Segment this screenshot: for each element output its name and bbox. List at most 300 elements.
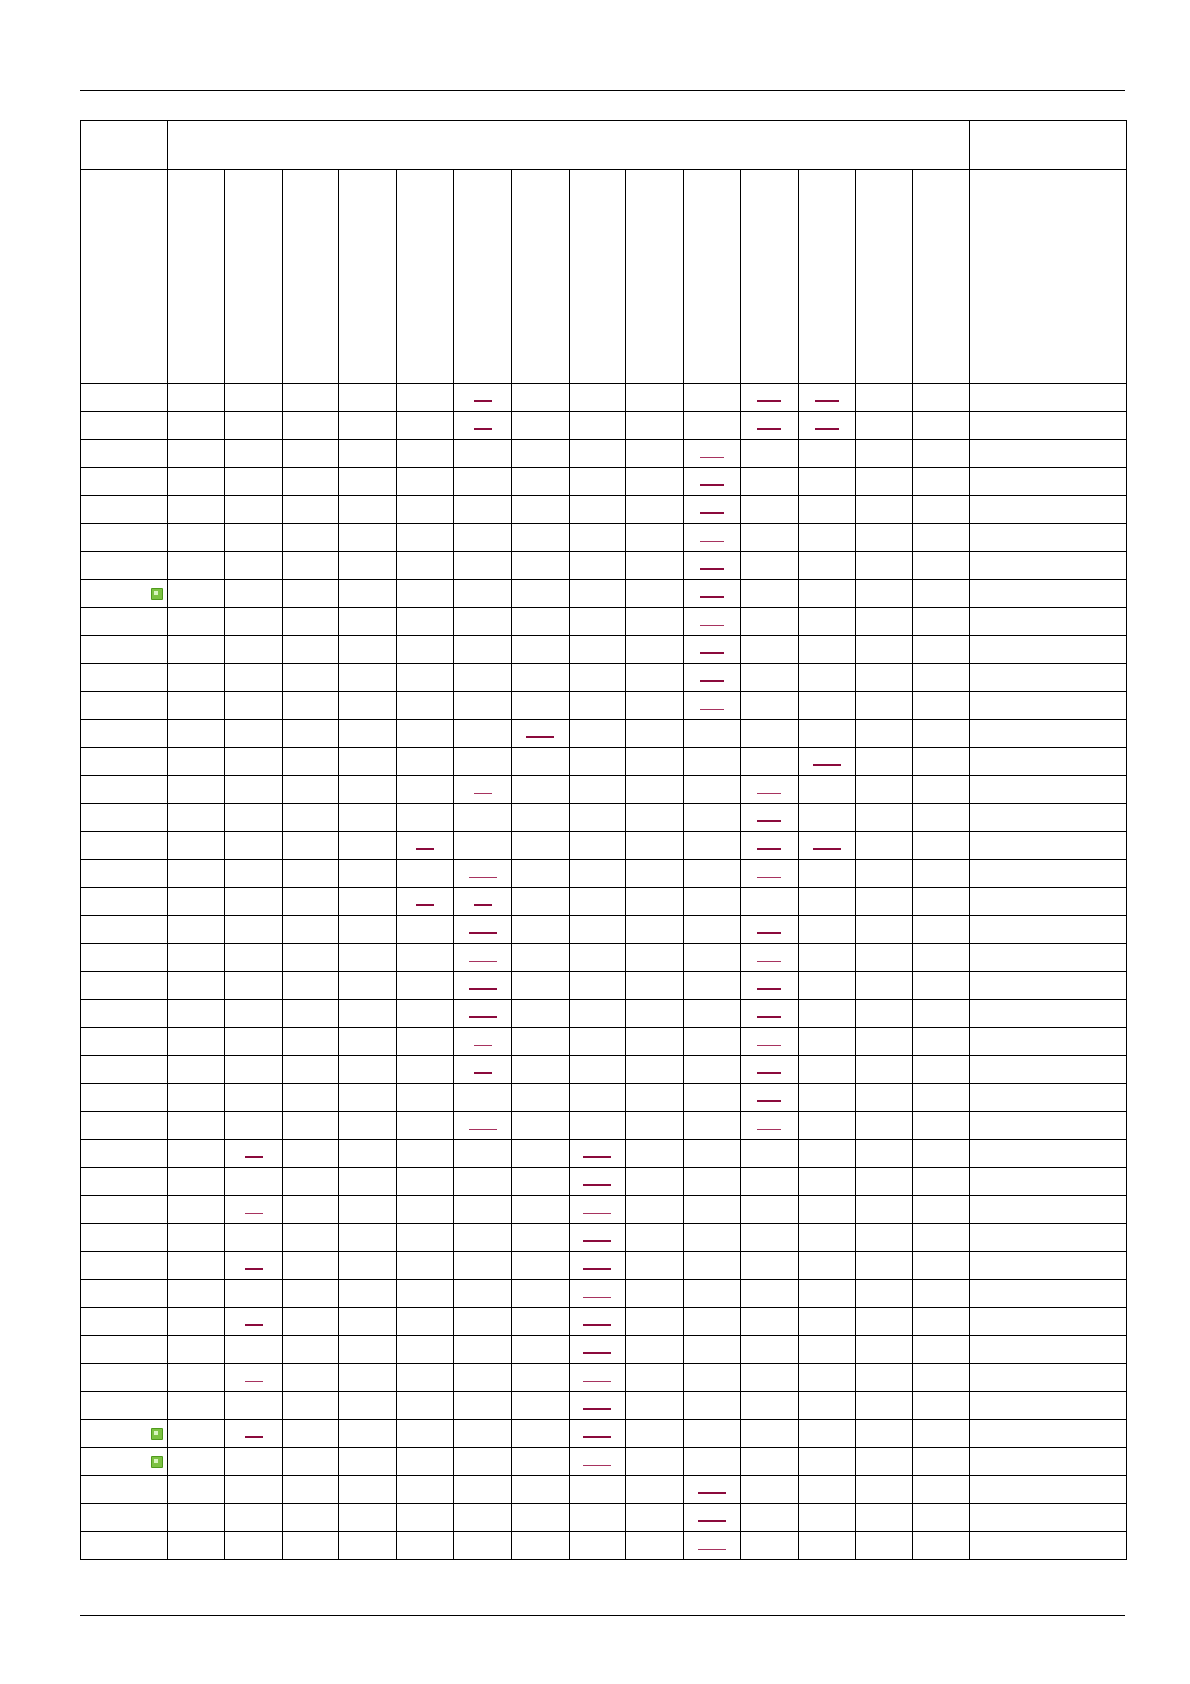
column-header [339,170,397,384]
table-cell [512,860,570,888]
table-row [81,524,1127,552]
notes-cell [970,1140,1127,1168]
table-cell [167,1000,225,1028]
row-label-cell [81,1420,168,1448]
table-cell [798,580,856,608]
table-cell [167,440,225,468]
notes-cell [970,1000,1127,1028]
table-cell [569,664,626,692]
table-cell [798,832,856,860]
table-cell [626,1280,684,1308]
table-cell [741,1336,799,1364]
row-label-cell [81,860,168,888]
row-label-cell [81,1196,168,1224]
link-mark[interactable] [700,484,724,486]
table-cell [225,1224,283,1252]
link-mark[interactable] [757,877,781,878]
table-cell [683,1196,741,1224]
table-cell [856,1504,913,1532]
table-cell [569,916,626,944]
table-cell [798,804,856,832]
notes-cell [970,664,1127,692]
table-cell [626,720,684,748]
table-cell [741,1448,799,1476]
table-cell [626,804,684,832]
table-cell [569,1112,626,1140]
table-cell [683,748,741,776]
link-mark[interactable] [583,1184,611,1186]
table-cell [282,748,339,776]
link-mark[interactable] [700,568,724,570]
table-cell [167,636,225,664]
table-cell [282,384,339,412]
table-cell [339,1252,397,1280]
table-cell [167,1056,225,1084]
table-cell [225,1028,283,1056]
table-cell [912,552,970,580]
table-cell [339,1224,397,1252]
table-cell [339,1308,397,1336]
table-cell [741,580,799,608]
link-mark[interactable] [416,848,434,850]
table-cell [339,524,397,552]
table-cell [339,440,397,468]
table-cell [856,636,913,664]
table-cell [512,804,570,832]
table-cell [282,1140,339,1168]
table-cell [626,1504,684,1532]
table-cell [683,664,741,692]
link-mark[interactable] [757,961,781,962]
link-mark[interactable] [583,1465,611,1466]
notes-cell [970,1364,1127,1392]
table-cell [569,1224,626,1252]
link-mark[interactable] [815,428,839,430]
link-mark[interactable] [245,1268,263,1270]
link-mark[interactable] [757,820,781,822]
link-mark[interactable] [757,1016,781,1018]
table-cell [512,580,570,608]
table-cell [683,692,741,720]
link-mark[interactable] [469,961,497,962]
table-cell [626,1196,684,1224]
table-row [81,972,1127,1000]
table-cell [798,440,856,468]
table-cell [225,944,283,972]
table-cell [512,664,570,692]
table-cell [167,888,225,916]
table-cell [741,1280,799,1308]
column-header [798,170,856,384]
table-cell [396,692,454,720]
table-cell [396,832,454,860]
link-mark[interactable] [757,1045,781,1046]
column-header-label [81,170,168,384]
table-cell [454,888,512,916]
table-cell [339,1140,397,1168]
link-mark[interactable] [416,904,434,906]
table-cell [512,1532,570,1560]
table-cell [912,608,970,636]
link-mark[interactable] [700,652,724,654]
table-cell [396,1224,454,1252]
table-cell [626,944,684,972]
table-cell [798,496,856,524]
notes-cell [970,1056,1127,1084]
table-cell [798,1252,856,1280]
table-cell [282,1056,339,1084]
table-row [81,1196,1127,1224]
table-cell [741,1504,799,1532]
table-cell [856,412,913,440]
link-mark[interactable] [757,1100,781,1102]
table-cell [856,692,913,720]
table-cell [339,636,397,664]
link-mark[interactable] [700,709,724,710]
table-cell [683,524,741,552]
link-mark[interactable] [700,596,724,598]
table-row [81,944,1127,972]
table-cell [167,1392,225,1420]
link-mark[interactable] [813,764,841,766]
table-cell [339,1084,397,1112]
table-row [81,1000,1127,1028]
column-header-notes [970,170,1127,384]
table-cell [912,748,970,776]
link-mark[interactable] [700,625,724,626]
table-cell [626,1336,684,1364]
table-cell [282,412,339,440]
table-cell [626,1364,684,1392]
link-mark[interactable] [583,1352,611,1354]
notes-cell [970,944,1127,972]
table-cell [741,496,799,524]
link-mark[interactable] [583,1240,611,1242]
row-label-cell [81,1112,168,1140]
link-mark[interactable] [469,877,497,878]
column-header [569,170,626,384]
table-cell [741,1140,799,1168]
notes-cell [970,1168,1127,1196]
column-header [282,170,339,384]
table-cell [912,776,970,804]
link-mark[interactable] [474,400,492,402]
link-mark[interactable] [698,1549,726,1550]
table-cell [282,1532,339,1560]
table-cell [569,888,626,916]
link-mark[interactable] [469,1129,497,1130]
table-cell [683,832,741,860]
table-cell [512,524,570,552]
table-cell [167,1280,225,1308]
table-cell [225,496,283,524]
table-cell [339,412,397,440]
row-label-cell [81,1392,168,1420]
table-cell [912,916,970,944]
table-cell [798,972,856,1000]
link-mark[interactable] [698,1520,726,1522]
table-cell [683,1364,741,1392]
table-row [81,384,1127,412]
table-cell [167,916,225,944]
table-cell [167,1028,225,1056]
table-cell [626,860,684,888]
table-cell [339,1448,397,1476]
table-cell [626,1252,684,1280]
link-mark[interactable] [700,512,724,514]
table-cell [912,468,970,496]
link-mark[interactable] [583,1268,611,1270]
row-label-cell [81,468,168,496]
table-row [81,776,1127,804]
notes-cell [970,692,1127,720]
table-cell [798,1224,856,1252]
table-cell [626,1112,684,1140]
table-cell [282,1308,339,1336]
table-cell [339,1392,397,1420]
link-mark[interactable] [757,932,781,934]
table-cell [339,776,397,804]
link-mark[interactable] [757,848,781,850]
link-mark[interactable] [698,1492,726,1494]
table-cell [912,1532,970,1560]
table-cell [225,412,283,440]
table-row [81,1392,1127,1420]
link-mark[interactable] [815,400,839,402]
table-cell [683,1028,741,1056]
table-row [81,692,1127,720]
table-cell [396,1112,454,1140]
table-cell [396,524,454,552]
table-cell [798,608,856,636]
table-cell [569,496,626,524]
table-cell [741,804,799,832]
table-cell [683,1420,741,1448]
table-cell [569,804,626,832]
link-mark[interactable] [757,988,781,990]
table-cell [512,888,570,916]
table-cell [512,1000,570,1028]
table-cell [856,524,913,552]
link-mark[interactable] [700,457,724,458]
row-label-cell [81,1224,168,1252]
table-row [81,1364,1127,1392]
link-mark[interactable] [583,1297,611,1298]
link-mark[interactable] [583,1324,611,1326]
table-cell [512,1308,570,1336]
table-cell [282,608,339,636]
table-cell [396,384,454,412]
notes-cell [970,804,1127,832]
link-mark[interactable] [474,904,492,906]
notes-cell [970,496,1127,524]
table-cell [856,1252,913,1280]
table-cell [912,580,970,608]
table-cell [512,1252,570,1280]
table-cell [683,972,741,1000]
table-cell [282,916,339,944]
table-cell [167,1336,225,1364]
row-label-cell [81,832,168,860]
row-label-cell [81,720,168,748]
link-mark[interactable] [583,1156,611,1158]
row-label-cell [81,804,168,832]
table-cell [741,944,799,972]
link-mark[interactable] [245,1213,263,1214]
table-cell [225,1196,283,1224]
table-cell [798,692,856,720]
table-cell [396,1000,454,1028]
notes-cell [970,1532,1127,1560]
table-cell [856,384,913,412]
link-mark[interactable] [583,1436,611,1438]
table-cell [167,1504,225,1532]
link-mark[interactable] [757,428,781,430]
table-cell [512,692,570,720]
row-label-cell [81,944,168,972]
link-mark[interactable] [583,1408,611,1410]
table-cell [912,1056,970,1084]
table-row [81,664,1127,692]
link-mark[interactable] [474,428,492,430]
table-cell [798,720,856,748]
table-cell [396,1056,454,1084]
table-cell [798,1336,856,1364]
link-mark[interactable] [245,1381,263,1382]
table-row [81,1224,1127,1252]
table-cell [912,832,970,860]
flag-icon [151,1428,163,1440]
link-mark[interactable] [700,541,724,542]
table-cell [282,720,339,748]
link-mark[interactable] [245,1436,263,1438]
table-cell [225,860,283,888]
link-mark[interactable] [474,1045,492,1046]
link-mark[interactable] [526,736,554,738]
table-cell [569,692,626,720]
table-cell [798,1364,856,1392]
table-cell [741,1252,799,1280]
table-cell [282,636,339,664]
table-cell [282,552,339,580]
column-header [912,170,970,384]
table-cell [856,664,913,692]
row-label-cell [81,888,168,916]
notes-cell [970,1420,1127,1448]
link-mark[interactable] [474,793,492,794]
table-cell [798,1168,856,1196]
table-cell [912,1364,970,1392]
table-row [81,1280,1127,1308]
table-cell [282,1448,339,1476]
table-cell [396,1168,454,1196]
table-cell [569,1420,626,1448]
notes-cell [970,832,1127,860]
table-cell [339,692,397,720]
table-cell [282,832,339,860]
table-cell [282,692,339,720]
table-cell [856,1028,913,1056]
table-cell [282,664,339,692]
table-cell [167,552,225,580]
link-mark[interactable] [474,1072,492,1074]
table-cell [512,1168,570,1196]
table-cell [683,496,741,524]
table-cell [512,720,570,748]
table-cell [225,1336,283,1364]
table-cell [798,748,856,776]
table-cell [282,1476,339,1504]
link-mark[interactable] [757,1072,781,1074]
link-mark[interactable] [700,680,724,682]
table-cell [912,720,970,748]
row-label-cell [81,496,168,524]
table-row [81,1504,1127,1532]
table-cell [626,972,684,1000]
table-cell [798,524,856,552]
row-label-cell [81,1504,168,1532]
link-mark[interactable] [757,400,781,402]
table-cell [339,1420,397,1448]
table-cell [512,636,570,664]
data-table [80,120,1127,1560]
link-mark[interactable] [813,848,841,850]
table-cell [396,1140,454,1168]
table-cell [454,1420,512,1448]
link-mark[interactable] [583,1213,611,1214]
link-mark[interactable] [245,1156,263,1158]
table-cell [225,636,283,664]
link-mark[interactable] [583,1381,611,1382]
link-mark[interactable] [469,1016,497,1018]
table-cell [454,1028,512,1056]
table-cell [282,1224,339,1252]
table-cell [683,720,741,748]
table-row [81,468,1127,496]
table-cell [626,1476,684,1504]
table-cell [512,1420,570,1448]
table-row [81,748,1127,776]
table-cell [512,916,570,944]
link-mark[interactable] [757,793,781,794]
table-cell [225,888,283,916]
table-cell [912,1308,970,1336]
table-cell [167,524,225,552]
table-row [81,1448,1127,1476]
table-cell [282,580,339,608]
table-cell [856,776,913,804]
notes-cell [970,468,1127,496]
link-mark[interactable] [757,1129,781,1130]
link-mark[interactable] [245,1324,263,1326]
table-cell [339,1364,397,1392]
table-cell [225,1504,283,1532]
table-cell [282,1280,339,1308]
link-mark[interactable] [469,988,497,990]
table-cell [225,1476,283,1504]
table-cell [282,1364,339,1392]
table-cell [912,1224,970,1252]
table-row [81,1420,1127,1448]
table-cell [741,1084,799,1112]
link-mark[interactable] [469,932,497,934]
table-cell [339,1336,397,1364]
table-cell [683,636,741,664]
table-cell [225,664,283,692]
table-cell [454,1476,512,1504]
table-cell [569,776,626,804]
notes-cell [970,720,1127,748]
